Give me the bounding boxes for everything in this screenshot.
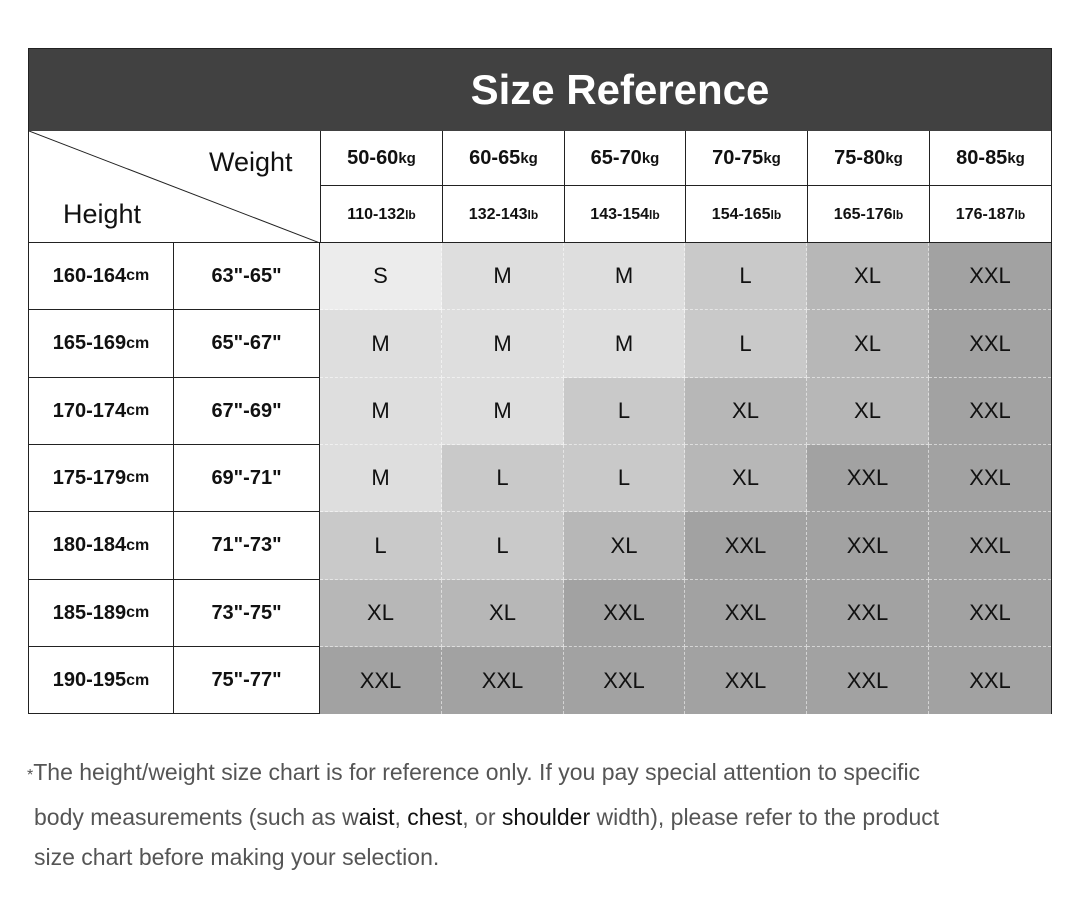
kg-unit: kg	[398, 149, 416, 167]
size-cell	[320, 445, 442, 512]
kg-range: 80-85	[956, 146, 1008, 169]
lb-range: 176-187	[955, 205, 1015, 223]
cm-unit: cm	[126, 402, 150, 419]
size-cell	[685, 512, 807, 580]
size-cell	[564, 378, 685, 445]
size-cell	[685, 310, 807, 378]
size-label: M	[371, 465, 390, 490]
size-label: XXL	[969, 532, 1011, 558]
footnote	[27, 752, 1057, 878]
title-bar	[29, 49, 1051, 131]
height-cm-cell	[29, 445, 174, 512]
size-label: XXL	[969, 330, 1011, 356]
weight-lb-header	[320, 186, 442, 243]
cm-unit: cm	[126, 671, 150, 689]
weight-lb-header	[929, 186, 1051, 243]
size-label: M	[493, 263, 512, 288]
size-label: M	[371, 398, 390, 423]
weight-kg-header	[929, 131, 1051, 186]
size-label: L	[617, 398, 631, 423]
lb-unit: lb	[527, 207, 539, 222]
height-cm-cell	[29, 310, 174, 378]
lb-unit: lb	[405, 207, 416, 222]
height-cm-cell	[29, 647, 174, 714]
lb-range: 154-165	[711, 205, 771, 223]
corner-height-label: Height	[63, 199, 142, 229]
height-cm-cell	[29, 512, 174, 580]
height-cm-cell	[29, 580, 174, 647]
size-cell	[929, 378, 1051, 445]
size-cell	[442, 580, 564, 647]
height-inch-cell	[174, 580, 320, 647]
size-cell	[929, 310, 1051, 378]
size-label: XXL	[724, 532, 767, 558]
size-cell	[564, 243, 685, 310]
kg-unit: kg	[1007, 149, 1025, 167]
size-label: M	[493, 398, 512, 423]
lb-range: 132-143	[468, 205, 528, 223]
lb-range: 110-132	[347, 205, 406, 223]
size-label: XL	[854, 398, 881, 423]
footnote-line-3: size chart before making your selection.	[34, 844, 440, 870]
size-label: XL	[367, 600, 394, 625]
size-cell	[442, 310, 564, 378]
size-label: XXL	[846, 600, 889, 625]
footnote-line-1: *The height/weight size chart is for reference only. If you pay special attention to specific	[27, 759, 921, 785]
size-cell	[685, 445, 807, 512]
size-cell	[685, 378, 807, 445]
size-label: XL	[732, 465, 759, 490]
size-label: XXL	[846, 667, 889, 693]
size-cell	[929, 512, 1051, 580]
size-cell	[807, 512, 929, 580]
size-label: XXL	[846, 465, 889, 490]
size-cell	[564, 445, 685, 512]
size-cell	[807, 378, 929, 445]
inch-range: 73"-75"	[211, 601, 282, 624]
cm-range: 180-184	[52, 534, 127, 556]
inch-range: 69"-71"	[211, 466, 282, 489]
lb-range: 143-154	[590, 205, 650, 223]
size-cell	[320, 512, 442, 580]
size-label: XXL	[969, 398, 1011, 423]
weight-lb-header	[807, 186, 929, 243]
height-inch-cell	[174, 445, 320, 512]
size-label: M	[614, 330, 634, 356]
kg-unit: kg	[885, 149, 903, 167]
weight-lb-header	[564, 186, 685, 243]
cm-range: 170-174	[52, 399, 127, 422]
size-cell	[442, 512, 564, 580]
size-label: M	[493, 330, 512, 356]
height-inch-cell	[174, 310, 320, 378]
size-label: XXL	[603, 667, 645, 693]
cm-range: 185-189	[52, 601, 127, 624]
size-cell	[685, 243, 807, 310]
size-cell	[564, 647, 685, 714]
inch-range: 65"-67"	[211, 332, 282, 354]
size-label: S	[373, 263, 388, 288]
kg-range: 70-75	[712, 146, 764, 169]
cm-unit: cm	[126, 536, 150, 554]
cm-unit: cm	[126, 334, 150, 352]
size-cell	[929, 445, 1051, 512]
size-cell	[564, 512, 685, 580]
cm-unit: cm	[126, 469, 150, 486]
size-label: XXL	[603, 600, 645, 625]
size-cell	[685, 647, 807, 714]
height-inch-cell	[174, 243, 320, 310]
size-label: L	[739, 263, 752, 288]
size-label: M	[614, 263, 634, 288]
size-label: XXL	[969, 667, 1011, 693]
size-cell	[564, 310, 685, 378]
size-cell	[929, 580, 1051, 647]
size-label: L	[739, 330, 752, 356]
size-cell	[929, 243, 1051, 310]
size-label: XL	[854, 263, 881, 288]
lb-range: 165-176	[833, 205, 893, 223]
footnote-line-2: body measurements (such as waist, chest, or shoulder width), please refer to the product	[34, 803, 940, 830]
kg-range: 60-65	[469, 146, 521, 169]
size-cell	[320, 310, 442, 378]
weight-kg-header	[320, 131, 442, 186]
size-cell	[807, 647, 929, 714]
size-cell	[320, 647, 442, 714]
size-label: XL	[489, 600, 516, 625]
cm-range: 165-169	[52, 332, 127, 354]
size-cell	[807, 243, 929, 310]
size-label: XXL	[724, 667, 767, 693]
kg-unit: kg	[641, 149, 660, 167]
weight-kg-header	[442, 131, 564, 186]
size-chart-table	[28, 48, 1052, 714]
height-inch-cell	[174, 378, 320, 445]
size-cell	[929, 647, 1051, 714]
cm-range: 160-164	[52, 264, 127, 287]
size-cell	[320, 580, 442, 647]
size-label: XL	[610, 532, 638, 558]
size-label: XXL	[969, 465, 1011, 490]
height-cm-cell	[29, 243, 174, 310]
size-cell	[442, 647, 564, 714]
lb-unit: lb	[1014, 207, 1026, 222]
size-cell	[807, 580, 929, 647]
lb-unit: lb	[770, 207, 782, 222]
size-label: XL	[854, 330, 881, 356]
inch-range: 75"-77"	[211, 669, 282, 691]
weight-kg-header	[807, 131, 929, 186]
size-label: XXL	[481, 667, 524, 693]
size-label: XL	[732, 398, 759, 423]
size-label: XXL	[724, 600, 767, 625]
size-label: L	[617, 465, 631, 490]
lb-unit: lb	[649, 207, 660, 222]
cm-range: 175-179	[52, 466, 127, 489]
size-cell	[564, 580, 685, 647]
inch-range: 67"-69"	[211, 399, 282, 422]
size-cell	[320, 243, 442, 310]
kg-range: 75-80	[834, 146, 886, 169]
kg-unit: kg	[763, 149, 781, 167]
weight-lb-header	[442, 186, 564, 243]
corner-weight-label: Weight	[209, 147, 293, 177]
weight-kg-header	[685, 131, 807, 186]
size-label: XXL	[969, 263, 1011, 288]
size-label: XXL	[359, 667, 402, 693]
kg-range: 50-60	[347, 146, 399, 169]
inch-range: 63"-65"	[211, 264, 282, 287]
size-label: M	[371, 330, 390, 356]
size-cell	[685, 580, 807, 647]
height-cm-cell	[29, 378, 174, 445]
size-cell	[442, 243, 564, 310]
size-cell	[320, 378, 442, 445]
kg-range: 65-70	[590, 146, 642, 169]
asterisk: *	[27, 767, 34, 784]
size-cell	[807, 310, 929, 378]
lb-unit: lb	[892, 207, 904, 222]
cm-unit: cm	[126, 267, 150, 284]
kg-unit: kg	[520, 149, 538, 167]
height-inch-cell	[174, 647, 320, 714]
size-label: L	[374, 532, 387, 558]
size-label: XXL	[846, 532, 889, 558]
size-cell	[807, 445, 929, 512]
size-cell	[442, 445, 564, 512]
weight-kg-header	[564, 131, 685, 186]
cm-range: 190-195	[52, 669, 127, 691]
inch-range: 71"-73"	[211, 534, 282, 556]
chart-title: Size Reference	[470, 66, 770, 113]
weight-lb-header	[685, 186, 807, 243]
cm-unit: cm	[126, 604, 150, 621]
size-label: L	[496, 532, 509, 558]
size-label: XXL	[969, 600, 1011, 625]
size-cell	[442, 378, 564, 445]
height-inch-cell	[174, 512, 320, 580]
size-label: L	[496, 465, 509, 490]
